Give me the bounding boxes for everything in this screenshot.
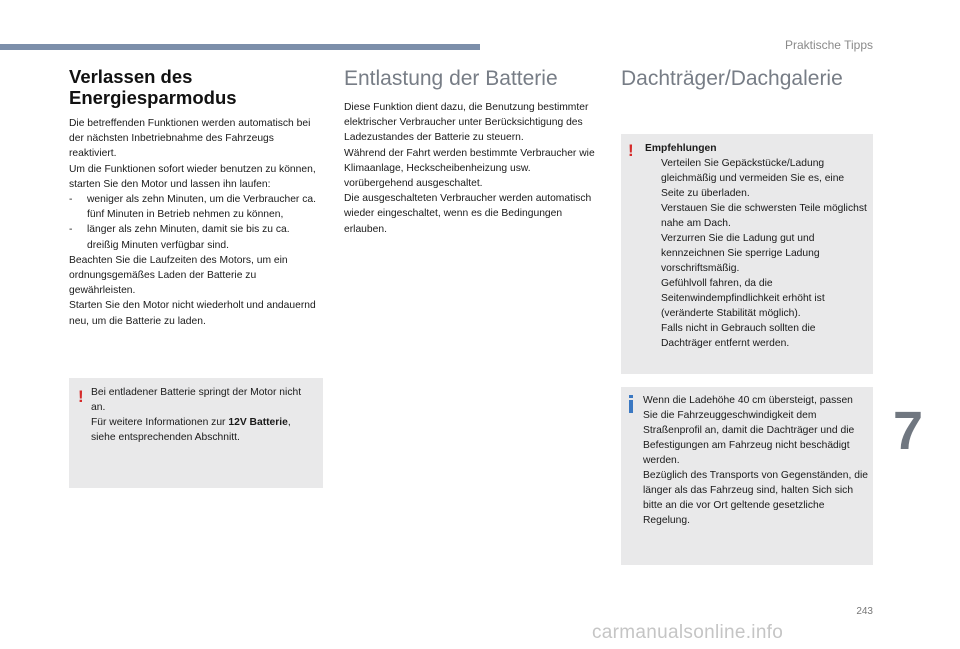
col2-para: Während der Fahrt werden bestimmte Verbraucher wie Klimaanlage, Heckscheibenheizung usw. vorübergehend ausgeschaltet.	[344, 147, 595, 190]
list-item	[645, 276, 867, 321]
bullet-text: Verteilen Sie Gepäckstücke/Ladung gleichmäßig und vermeiden Sie es, eine Seite zu überladen.	[661, 158, 845, 199]
bullet-text: Verstauen Sie die schwersten Teile möglichst nahe am Dach.	[661, 203, 867, 229]
col1-para: Die betreffenden Funktionen werden automatisch bei der nächsten Inbetriebnahme des Fahrzeugs reaktiviert.	[69, 118, 311, 160]
warning-text	[91, 385, 317, 445]
col2-para: Die ausgeschalteten Verbraucher werden automatisch wieder eingeschaltet, wenn es die Bedingungen erlauben.	[344, 193, 592, 235]
bullet-text: Verzurren Sie die Ladung gut und kennzeichnen Sie sperrige Ladung vorschriftsmäßig.	[661, 233, 820, 274]
bullet-text: Gefühlvoll fahren, da die Seitenwindempfindlichkeit erhöht ist (veränderte Stabilität möglich).	[661, 278, 825, 319]
heading-verlassen-energiesparmodus: Verlassen des Energiesparmodus	[69, 66, 237, 108]
list-item	[69, 222, 323, 252]
col1-para: Um die Funktionen sofort wieder benutzen zu können, starten Sie den Motor und lassen ihn laufen:	[69, 163, 316, 190]
warning-line: Bei entladener Batterie springt der Motor nicht an.	[91, 387, 302, 413]
col1-para: Beachten Sie die Laufzeiten des Motors, um ein ordnungsgemäßes Laden der Batterie zu gewährleisten.	[69, 254, 288, 297]
cross-reference-12v-batterie: 12V Batterie	[228, 417, 288, 428]
watermark-text: carmanualsonline.info	[592, 622, 784, 643]
list-item-text: weniger als zehn Minuten, um die Verbraucher ca. fünf Minuten in Betrieb nehmen zu können,	[87, 194, 316, 221]
info-text	[643, 393, 869, 528]
heading-entlastung-batterie: Entlastung der Batterie	[344, 67, 558, 90]
col1-para: Starten Sie den Motor nicht wiederholt und andauernd neu, um die Batterie zu laden.	[69, 300, 316, 327]
list-item	[69, 192, 323, 222]
warning-line	[91, 415, 317, 445]
list-item	[645, 231, 867, 276]
dash-marker: -	[69, 194, 73, 206]
heading-dachtraeger: Dachträger/Dachgalerie	[621, 67, 843, 90]
recommendations-title: Empfehlungen	[645, 143, 717, 154]
header-accent-bar	[0, 44, 480, 50]
warning-box-recommendations	[621, 134, 873, 374]
list-item	[645, 201, 867, 231]
warning-text-part: , siehe entsprechenden Abschnitt.	[91, 417, 291, 443]
recommendations-text	[645, 141, 867, 351]
info-para: Wenn die Ladehöhe 40 cm übersteigt, passen Sie die Fahrzeuggeschwindigkeit dem Straßenprofil an, damit die Dachträger und die Befestigungen am Fahrzeug nicht beschädigt werden.	[643, 395, 855, 466]
warning-exclamation-icon: !	[78, 387, 84, 406]
info-para: Bezüglich des Transports von Gegenständen, die länger als das Fahrzeug sind, halten Sich sich bitte an die vor Ort geltende gesetzliche Regelung.	[643, 470, 868, 526]
info-box-load-height	[621, 387, 873, 565]
page-number: 243	[856, 606, 873, 617]
col1-body	[69, 116, 323, 329]
bullet-text: Falls nicht in Gebrauch sollten die Dachträger entfernt werden.	[661, 323, 816, 349]
dash-marker: -	[69, 224, 73, 236]
list-item	[645, 321, 867, 351]
list-item-text: länger als zehn Minuten, damit sie bis zu ca. dreißig Minuten verfügbar sind.	[87, 224, 290, 251]
warning-text-part: Für weitere Informationen zur	[91, 417, 229, 428]
section-title: Praktische Tipps	[784, 38, 873, 52]
warning-box-battery	[69, 378, 323, 488]
col2-body	[344, 100, 598, 237]
info-icon	[629, 395, 633, 413]
list-item	[645, 156, 867, 201]
col2-para: Diese Funktion dient dazu, die Benutzung bestimmter elektrischer Verbraucher unter Berücksichtigung des Ladezustandes der Batterie zu steuern.	[344, 102, 589, 144]
warning-exclamation-icon: !	[628, 141, 634, 160]
chapter-number: 7	[893, 401, 924, 461]
